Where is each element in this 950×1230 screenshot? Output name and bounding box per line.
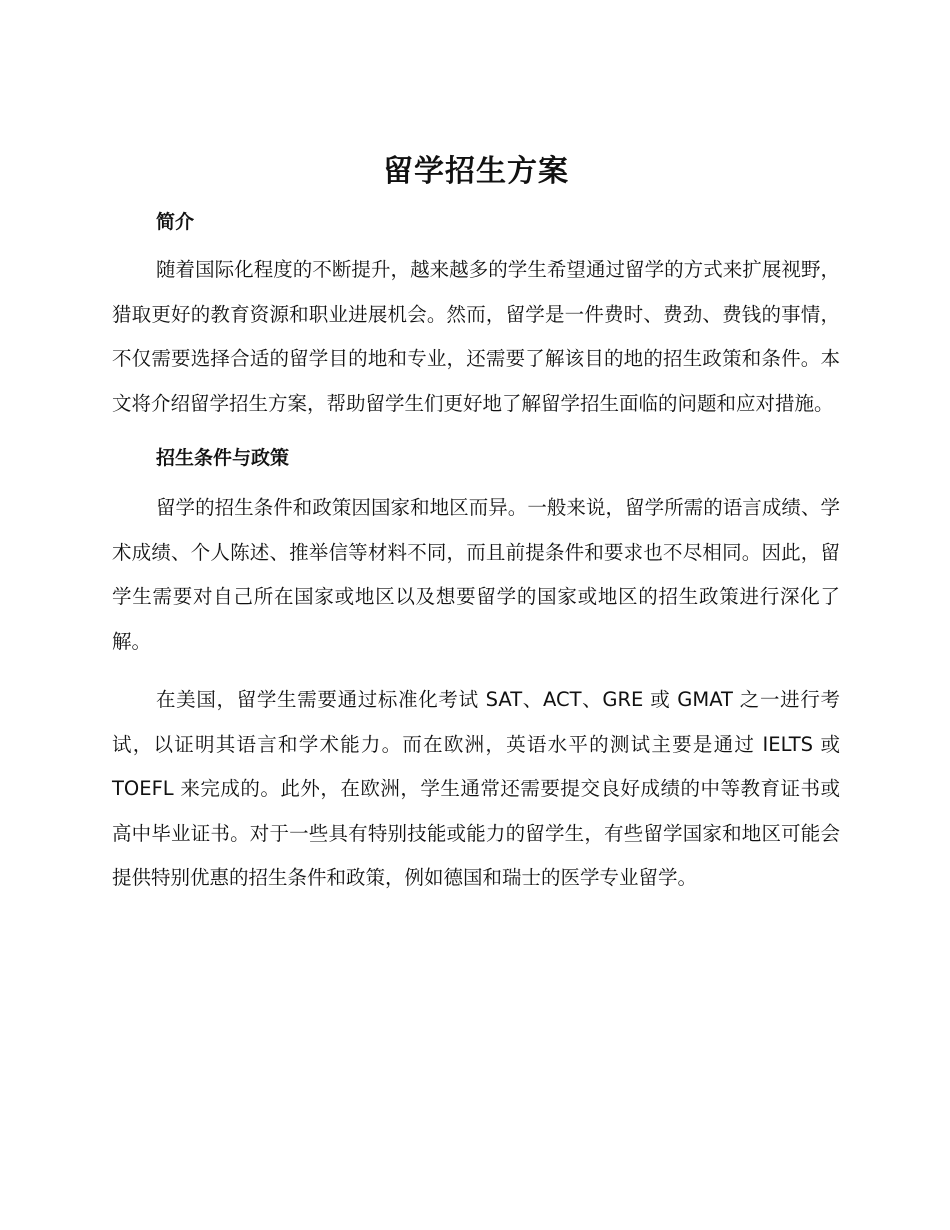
document-page (112, 150, 840, 901)
document-title: 留学招生方案 (383, 154, 569, 189)
section-heading-policy: 招生条件与政策 (156, 447, 290, 469)
policy-paragraph-1: 留学的招生条件和政策因国家和地区而异。一般来说，留学所需的语言成绩、学术成绩、个人陈述、推举信等材料不同，而且前提条件和要求也不尽相同。因此，留学生需要对自己所在国家或地区以及想要留学的国家或地区的招生政策进行深化了解。 (112, 496, 840, 653)
section-heading-intro: 简介 (156, 211, 195, 233)
policy-paragraph-2: 在美国，留学生需要通过标准化考试 SAT、ACT、GRE 或 GMAT 之一进行考试，以证明其语言和学术能力。而在欧洲，英语水平的测试主要是通过 IELTS 或 TOEFL 来完成的。此外，在欧洲，学生通常还需要提交良好成绩的中等教育证书或高中毕业证书。对于一些具有特别技能或能力的留学生，有些留学国家和地区可能会提供特别优惠的招生条件和政策，例如德国和瑞士的医学专业留学。 (112, 688, 840, 889)
intro-paragraph: 随着国际化程度的不断提升，越来越多的学生希望通过留学的方式来扩展视野，猎取更好的教育资源和职业进展机会。然而，留学是一件费时、费劲、费钱的事情，不仅需要选择合适的留学目的地和专业，还需要了解该目的地的招生政策和条件。本文将介绍留学招生方案，帮助留学生们更好地了解留学招生面临的问题和应对措施。 (112, 258, 840, 415)
